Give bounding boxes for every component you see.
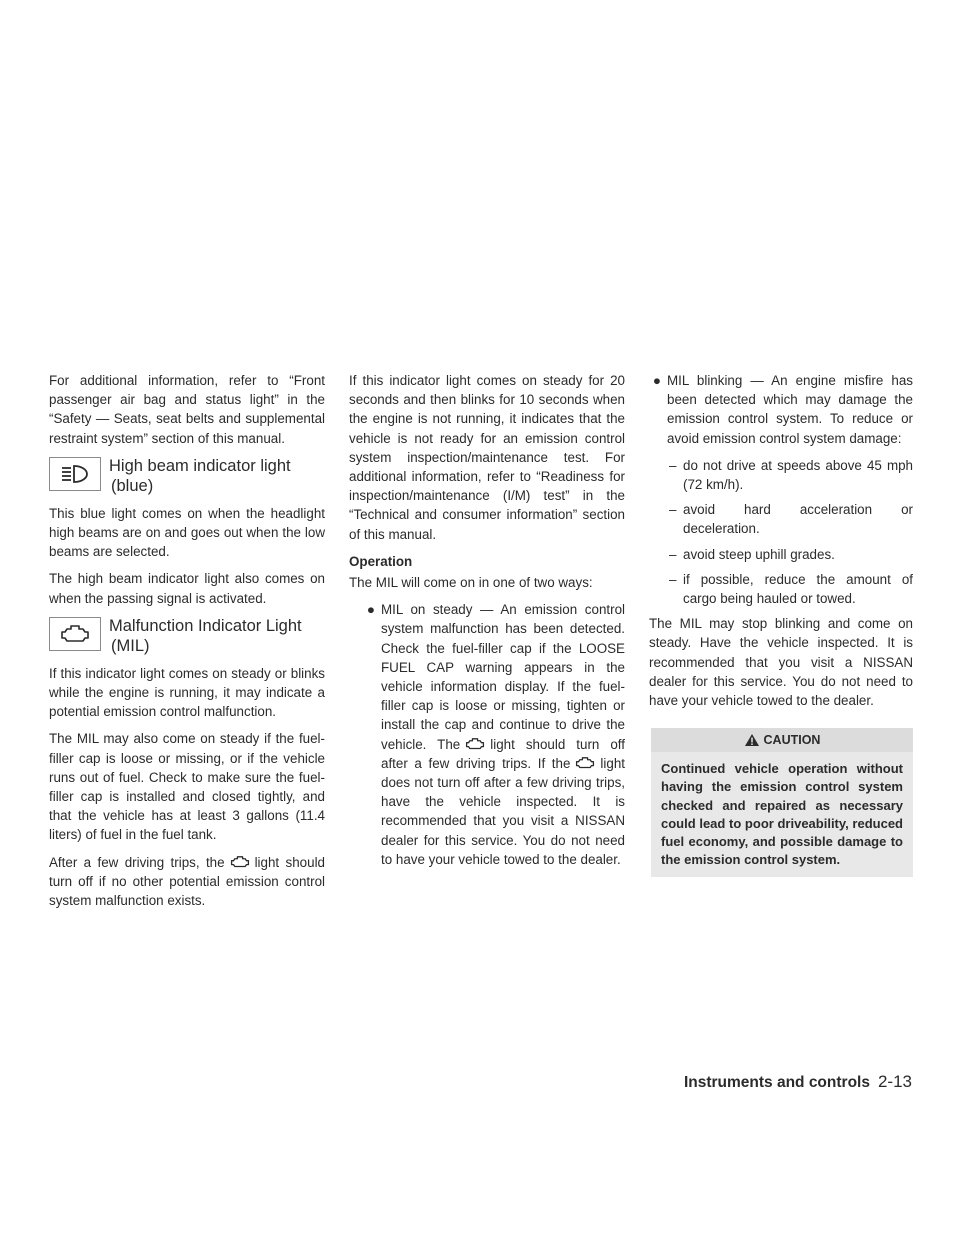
- high-beam-paragraph-1: This blue light comes on when the headlight high beams are on and goes out when the low beams are selected.: [49, 505, 325, 560]
- dash-item-text: if possible, reduce the amount of cargo being hauled or towed.: [683, 571, 913, 607]
- dash-marker: –: [669, 571, 677, 587]
- high-beam-paragraph-2: The high beam indicator light also comes on when the passing signal is activated.: [49, 571, 325, 606]
- high-beam-heading: [49, 456, 325, 496]
- high-beam-title-line1: High beam indicator light: [109, 456, 291, 475]
- mil-title-line1: Malfunction Indicator Light: [109, 616, 302, 635]
- dash-marker: –: [669, 502, 677, 518]
- operation-heading: Operation: [349, 553, 413, 569]
- operation-intro: The MIL will come on in one of two ways:: [349, 575, 593, 591]
- caution-body: Continued vehicle operation without having the emission control system checked and repaired as necessary could lead to poor driveability, reduced fuel economy, and possible damage to the emission control system.: [651, 752, 913, 877]
- mil-steady-text: MIL on steady — An emission control system malfunction has been detected. Check the fuel-filler cap if the LOOSE FUEL CAP warning appears in the vehicle information display. If the fuel-filler cap is loose or missing, tighten or install the cap and continue to drive the vehicle. The light should turn off after a few driving trips. If the light does not turn off after a few driving trips, have the vehicle inspected. It is recommended that you visit a NISSAN dealer for this service. You do not need to have your vehicle towed to the dealer.: [381, 602, 625, 867]
- dash-marker: –: [669, 546, 677, 562]
- readiness-paragraph: If this indicator light comes on steady for 20 seconds and then blinks for 10 seconds when the engine is not running, it indicates that the vehicle is not ready for an emission control system inspection/maintenance test. For additional information, refer to “Readiness for inspection/maintenance (I/M) test” in the “Technical and consumer information” section of this manual.: [349, 373, 625, 542]
- engine-icon: [464, 736, 486, 752]
- dash-item-text: avoid steep uphill grades.: [683, 546, 835, 562]
- list-item: [669, 545, 913, 564]
- bullet-marker: ●: [652, 373, 661, 388]
- column-right: [649, 371, 913, 877]
- column-middle: [349, 371, 625, 877]
- mil-paragraph-1: If this indicator light comes on steady or blinks while the engine is running, it may indicate a potential emission control malfunction.: [49, 665, 325, 720]
- list-item: [669, 570, 913, 608]
- mil-paragraph-3: After a few driving trips, the light should turn off if no other potential emission control system malfunction exists.: [49, 854, 325, 909]
- mil-blinking-text: MIL blinking — An engine misfire has been detected which may damage the emission control system. To reduce or avoid emission control system damage:: [667, 373, 913, 446]
- page-number: 2-13: [877, 1072, 912, 1091]
- list-item: [669, 456, 913, 494]
- page-footer: [684, 1072, 912, 1092]
- engine-icon: [49, 617, 101, 651]
- list-item: [349, 600, 625, 869]
- section-title: Instruments and controls: [683, 1074, 870, 1091]
- warning-triangle-icon: [744, 733, 760, 747]
- mil-after-paragraph: The MIL may stop blinking and come on steady. Have the vehicle inspected. It is recommended that you visit a NISSAN dealer for this service. You do not need to have your vehicle towed to the dealer.: [649, 616, 913, 709]
- caution-header: [651, 728, 913, 752]
- caution-box: [651, 728, 913, 877]
- mil-title-line2: (MIL): [111, 636, 150, 655]
- list-item: [649, 371, 913, 448]
- column-left: [49, 371, 325, 918]
- dash-item-text: avoid hard acceleration or deceleration.: [683, 502, 913, 537]
- list-item: [669, 500, 913, 538]
- engine-icon: [574, 755, 596, 771]
- intro-paragraph: For additional information, refer to “Front passenger air bag and status light” in the “Safety — Seats, seat belts and supplemental restraint system” section of this manual.: [49, 373, 325, 446]
- high-beam-title-line2: (blue): [111, 476, 154, 495]
- mil-heading: [49, 616, 325, 656]
- mil-paragraph-2: The MIL may also come on steady if the fuel-filler cap is loose or missing, or if the vehicle runs out of fuel. Check to make sure the fuel-filler cap is installed and closed tightly, and that the vehicle has at least 3 gallons (11.4 liters) of fuel in the fuel tank.: [49, 731, 325, 843]
- dash-marker: –: [669, 457, 677, 473]
- bullet-marker: ●: [366, 602, 375, 618]
- high-beam-icon: [49, 457, 101, 491]
- engine-icon: [229, 854, 251, 870]
- caution-title: CAUTION: [763, 732, 821, 747]
- dash-item-text: do not drive at speeds above 45 mph (72 km/h).: [683, 457, 913, 493]
